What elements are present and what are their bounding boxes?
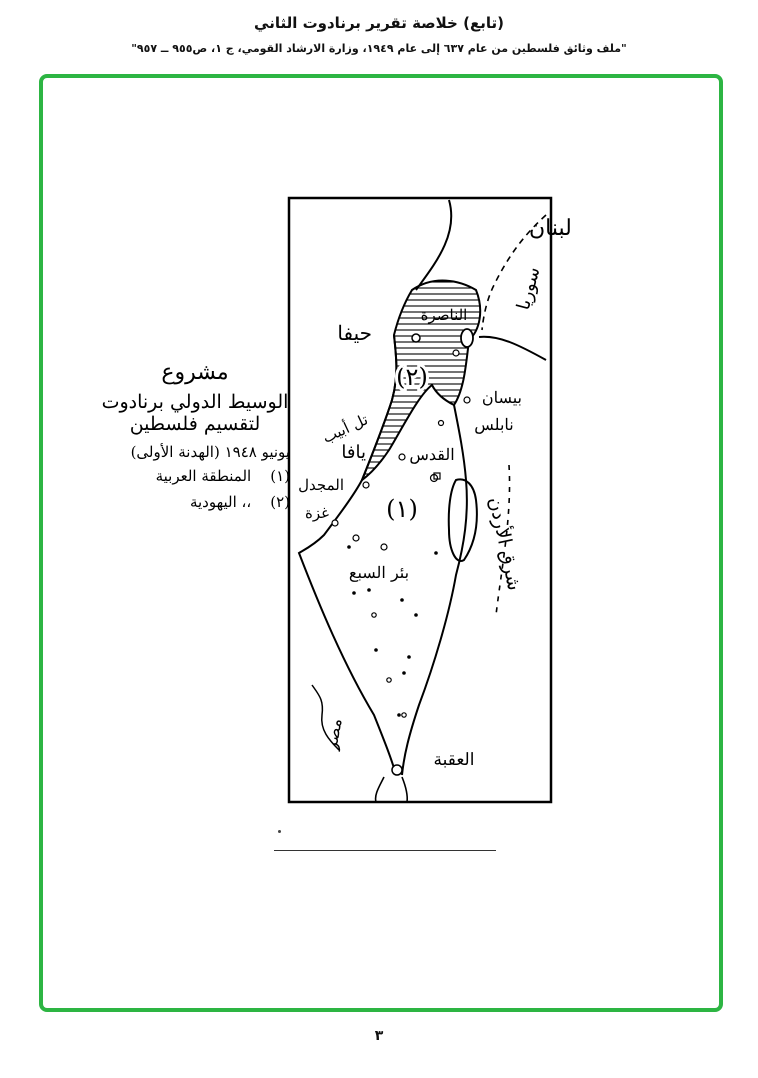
lake-tiberias [461, 329, 473, 347]
label-zone-2: (٢) [396, 363, 428, 391]
label-haifa: حيفا [337, 321, 372, 345]
source-citation: "ملف وثائق فلسطين من عام ٦٣٧ إلى عام ١٩٤٩، وزارة الارشاد القومي، ج ١، ص٩٥٥ ــ ٩٥٧" [131, 42, 627, 55]
partition-map [284, 195, 572, 807]
label-jerusalem: القدس [409, 445, 455, 464]
label-egypt: مصر [321, 716, 346, 752]
syria-border [479, 337, 546, 360]
label-syria: سوريا [512, 264, 545, 313]
label-aqaba: العقبة [433, 750, 475, 770]
separator-line [274, 850, 496, 851]
label-gaza: غزة [305, 504, 329, 522]
label-beersheba: بئر السبع [348, 563, 410, 582]
label-nazareth: الناصرة [420, 306, 468, 324]
label-tel-aviv: تل أبيب [319, 410, 371, 447]
label-nablus: نابلس [474, 415, 514, 434]
legend-item-num: (١) [270, 467, 290, 485]
map-legend [100, 360, 290, 519]
legend-title: مشروع [161, 360, 229, 385]
legend-item-label: المنطقة العربية [155, 467, 252, 485]
legend-item-label: ،، اليهودية [189, 493, 252, 511]
legend-date: يونيو ١٩٤٨ (الهدنة الأولى) [130, 443, 290, 461]
legend-item-arab [100, 467, 290, 485]
page-number: ٣ [374, 1028, 384, 1044]
ink-dot [278, 830, 281, 833]
lebanon-border [416, 200, 451, 290]
page-title: (تابع) خلاصة تقرير برنادوت الثاني [254, 14, 504, 32]
label-majdal: المجدل [298, 476, 344, 494]
label-zone-1: (١) [386, 495, 418, 523]
label-jordan: شرق الأردن [484, 495, 526, 593]
coastline [299, 335, 396, 775]
legend-subtitle-1: الوسيط الدولي برنادوت [101, 391, 289, 413]
legend-item-num: (٢) [270, 493, 290, 511]
label-jaffa: يافا [341, 442, 366, 463]
label-lebanon: لبنان [529, 216, 572, 241]
legend-subtitle-2: لتقسيم فلسطين [129, 413, 261, 435]
label-beisan: بيسان [481, 388, 522, 407]
legend-item-jewish [100, 493, 290, 511]
